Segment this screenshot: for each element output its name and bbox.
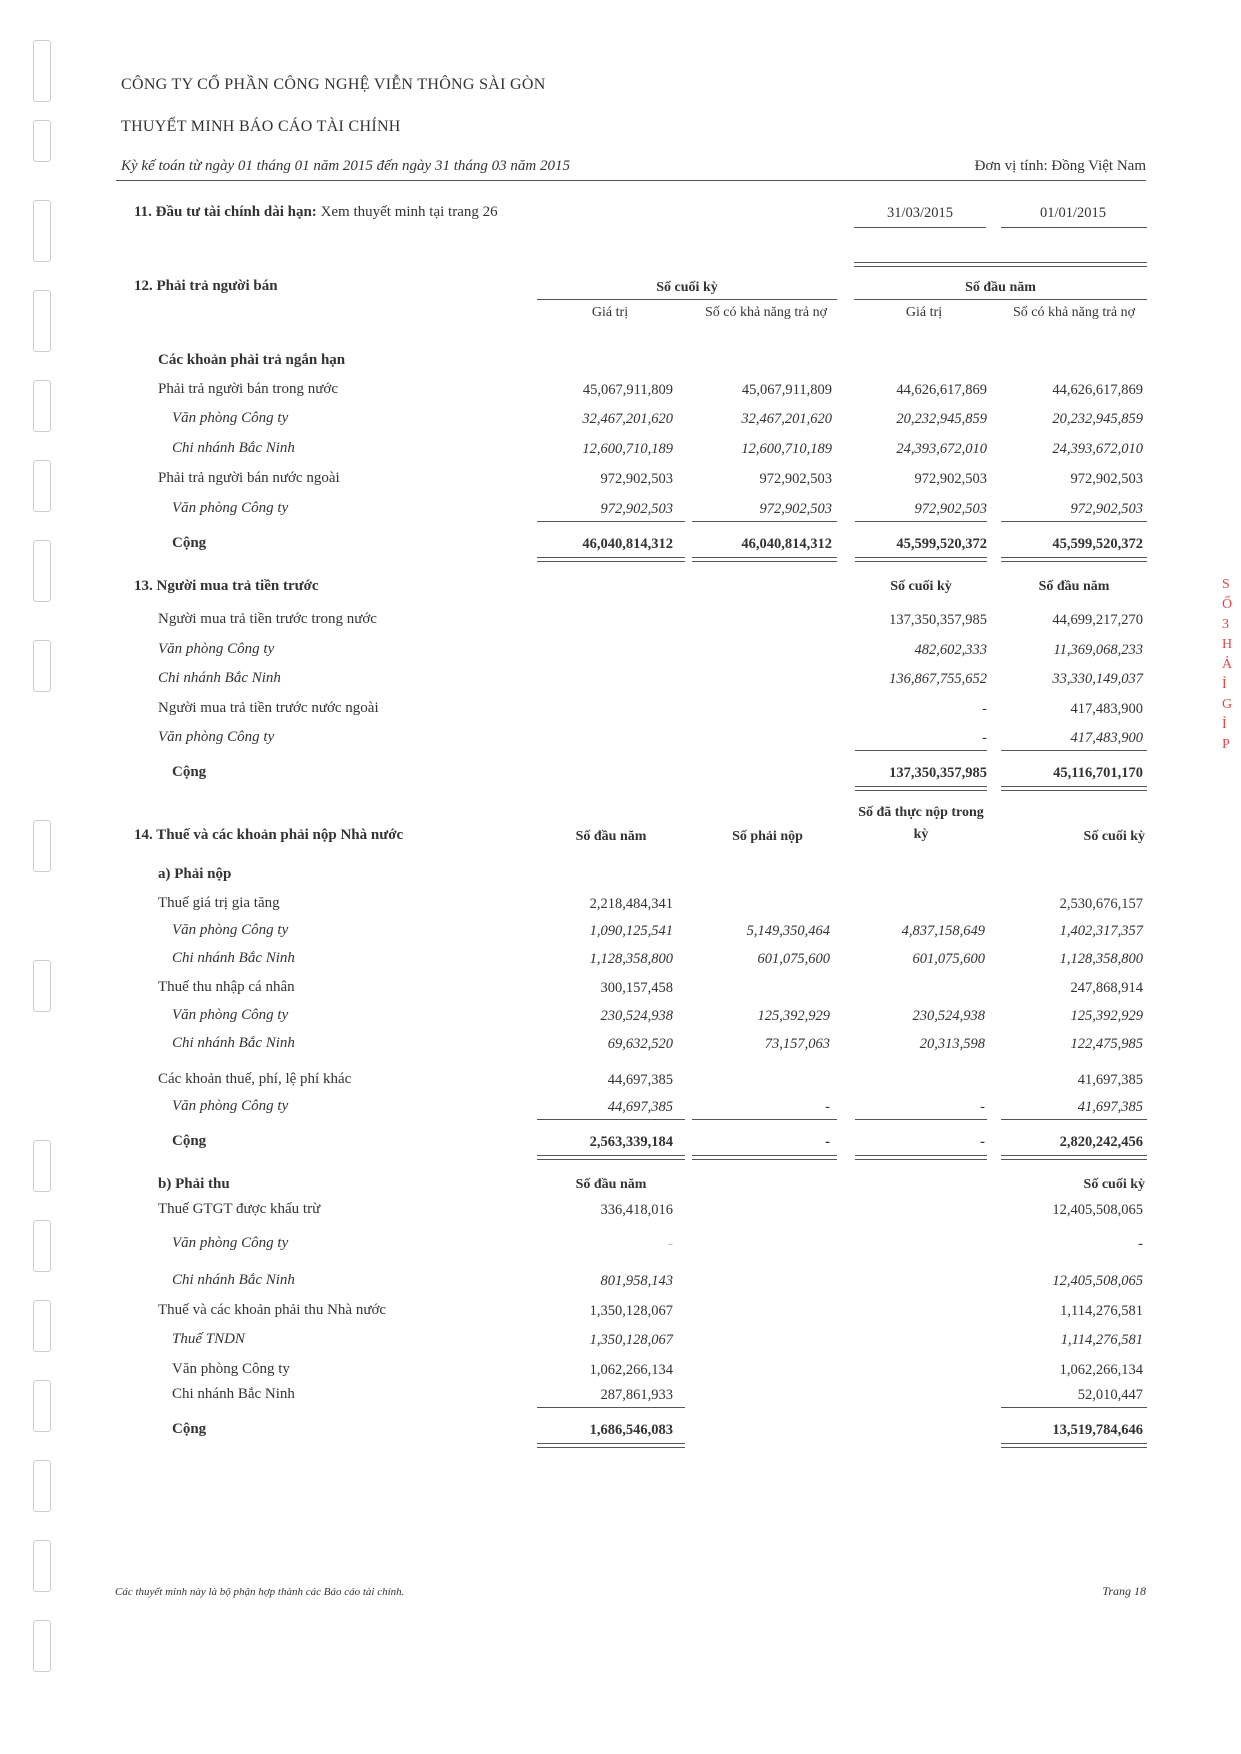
binding-mark <box>33 380 51 432</box>
table-rule <box>855 557 987 558</box>
table-rule <box>1001 786 1147 787</box>
table-cell: 24,393,672,010 <box>1052 441 1143 457</box>
table-row-label: Văn phòng Công ty <box>172 1007 289 1023</box>
table-rule <box>537 1443 685 1444</box>
table-cell: 2,530,676,157 <box>1059 896 1143 912</box>
table-cell: 20,232,945,859 <box>1052 411 1143 427</box>
binding-mark <box>33 1540 51 1592</box>
total-row-label: Cộng <box>172 1133 207 1149</box>
table-cell: 20,313,598 <box>919 1036 985 1052</box>
table-cell: 12,405,508,065 <box>1052 1273 1143 1289</box>
s14-col-payable: Số phải nộp <box>732 829 803 844</box>
binding-mark <box>33 1460 51 1512</box>
table-cell: 69,632,520 <box>607 1036 673 1052</box>
table-rule <box>537 1155 685 1156</box>
table-rule <box>537 1119 685 1120</box>
table-row-label: Các khoản thuế, phí, lệ phí khác <box>158 1071 352 1087</box>
table-rule <box>537 557 685 558</box>
table-rule <box>1001 561 1147 562</box>
table-cell: 32,467,201,620 <box>582 411 673 427</box>
table-row-label: Chi nhánh Bắc Ninh <box>172 1035 295 1051</box>
section-11-title: 11. Đầu tư tài chính dài hạn: Xem thuyết minh tại trang 26 <box>134 204 498 220</box>
table-row-label: Phải trả người bán nước ngoài <box>158 470 340 486</box>
s12-group-end: Số cuối kỳ <box>656 280 718 295</box>
binding-mark <box>33 200 51 262</box>
table-row-label: Chi nhánh Bắc Ninh <box>172 950 295 966</box>
s12-col-value-1: Giá trị <box>591 305 629 320</box>
table-cell: - <box>982 730 987 746</box>
table-cell: 972,902,503 <box>759 501 832 517</box>
s12-subhead: Các khoản phải trả ngắn hạn <box>158 352 346 368</box>
reporting-period: Kỳ kế toán từ ngày 01 tháng 01 năm 2015 đến ngày 31 tháng 03 năm 2015 <box>121 158 570 174</box>
table-cell: - <box>980 1099 985 1115</box>
table-row-label: Văn phòng Công ty <box>172 500 289 516</box>
table-cell: 1,128,358,800 <box>589 951 673 967</box>
table-row-label: Văn phòng Công ty <box>172 1098 289 1114</box>
section-14-title: 14. Thuế và các khoản phải nộp Nhà nước <box>134 827 404 843</box>
table-cell: 73,157,063 <box>764 1036 830 1052</box>
table-row-label: Người mua trả tiền trước trong nước <box>158 611 377 627</box>
s11-col1: 31/03/2015 <box>886 205 954 221</box>
binding-mark <box>33 540 51 602</box>
table-rule <box>1001 1155 1147 1156</box>
table-cell: - <box>668 1236 673 1252</box>
table-row-label: Thuế TNDN <box>172 1331 245 1347</box>
table-rule <box>692 1119 837 1120</box>
total-cell: 137,350,357,985 <box>889 765 987 781</box>
s13-col-begin: Số đầu năm <box>1038 579 1110 594</box>
binding-mark <box>33 1300 51 1352</box>
table-cell: 417,483,900 <box>1070 730 1143 746</box>
table-cell: 1,128,358,800 <box>1059 951 1143 967</box>
table-cell: 972,902,503 <box>600 501 673 517</box>
total-cell: 45,116,701,170 <box>1053 765 1143 781</box>
table-rule <box>537 1159 685 1160</box>
table-cell: 4,837,158,649 <box>901 923 985 939</box>
table-cell: 287,861,933 <box>600 1387 673 1403</box>
table-cell: 1,402,317,357 <box>1059 923 1143 939</box>
s12-col-value-2: Giá trị <box>905 305 943 320</box>
table-cell: 417,483,900 <box>1070 701 1143 717</box>
table-cell: 33,330,149,037 <box>1052 671 1143 687</box>
s14-b-title: b) Phải thu <box>158 1176 230 1192</box>
table-rule <box>855 786 987 787</box>
table-cell: 136,867,755,652 <box>889 671 987 687</box>
table-cell: 482,602,333 <box>914 642 987 658</box>
total-cell: 45,599,520,372 <box>896 536 987 552</box>
red-stamp-fragment: SỐ 3 HẢ Ỉ GỈ P <box>1222 577 1233 752</box>
table-rule <box>1001 1443 1147 1444</box>
table-rule <box>537 1407 685 1408</box>
table-cell: 601,075,600 <box>912 951 985 967</box>
total-cell: 1,686,546,083 <box>589 1422 673 1438</box>
table-rule <box>1001 557 1147 558</box>
table-cell: 125,392,929 <box>757 1008 830 1024</box>
footer-note: Các thuyết minh này là bộ phận hợp thành các Báo cáo tài chính. <box>115 1586 405 1598</box>
table-row-label: Phải trả người bán trong nước <box>158 381 339 397</box>
table-cell: 125,392,929 <box>1070 1008 1143 1024</box>
binding-mark <box>33 640 51 692</box>
s13-col-end: Số cuối kỳ <box>890 579 952 594</box>
table-cell: 972,902,503 <box>914 471 987 487</box>
total-row-label: Cộng <box>172 535 207 551</box>
table-rule <box>692 557 837 558</box>
table-cell: 44,699,217,270 <box>1052 612 1143 628</box>
table-cell: 12,405,508,065 <box>1052 1202 1143 1218</box>
table-rule <box>1001 1119 1147 1120</box>
total-row-label: Cộng <box>172 1421 207 1437</box>
table-cell: 801,958,143 <box>600 1273 673 1289</box>
table-rule <box>692 561 837 562</box>
table-cell: 52,010,447 <box>1077 1387 1143 1403</box>
table-row-label: Văn phòng Công ty <box>158 729 275 745</box>
table-cell: 1,090,125,541 <box>589 923 673 939</box>
table-row-label: Người mua trả tiền trước nước ngoài <box>158 700 379 716</box>
table-cell: - <box>825 1099 830 1115</box>
section-13-title: 13. Người mua trả tiền trước <box>134 578 319 594</box>
total-row-label: Cộng <box>172 764 207 780</box>
table-cell: 972,902,503 <box>759 471 832 487</box>
total-cell: 2,820,242,456 <box>1059 1134 1143 1150</box>
table-cell: 1,350,128,067 <box>589 1332 673 1348</box>
binding-mark <box>33 40 51 102</box>
table-cell: 601,075,600 <box>757 951 830 967</box>
table-cell: 972,902,503 <box>600 471 673 487</box>
table-rule <box>1001 1447 1147 1448</box>
table-cell: 2,218,484,341 <box>589 896 673 912</box>
table-row-label: Thuế thu nhập cá nhân <box>158 979 295 995</box>
table-rule <box>1001 1159 1147 1160</box>
table-rule <box>855 1119 987 1120</box>
table-cell: 122,475,985 <box>1070 1036 1143 1052</box>
table-cell: 20,232,945,859 <box>896 411 987 427</box>
table-cell: 230,524,938 <box>600 1008 673 1024</box>
binding-mark <box>33 820 51 872</box>
document-subtitle: THUYẾT MINH BÁO CÁO TÀI CHÍNH <box>121 118 401 135</box>
table-cell: - <box>1138 1236 1143 1252</box>
binding-mark <box>33 1620 51 1672</box>
table-cell: 5,149,350,464 <box>746 923 830 939</box>
table-row-label: Thuế và các khoản phải thu Nhà nước <box>158 1302 387 1318</box>
table-rule <box>692 1159 837 1160</box>
s14-b-col-begin: Số đầu năm <box>575 1177 647 1192</box>
table-cell: 44,697,385 <box>607 1072 673 1088</box>
table-rule <box>855 1159 987 1160</box>
table-cell: 1,062,266,134 <box>1059 1362 1143 1378</box>
table-rule <box>692 521 837 522</box>
table-row-label: Thuế giá trị gia tăng <box>158 895 280 911</box>
table-cell: 1,350,128,067 <box>589 1303 673 1319</box>
binding-mark <box>33 1220 51 1272</box>
table-cell: 972,902,503 <box>914 501 987 517</box>
s14-a-title: a) Phải nộp <box>158 866 232 882</box>
table-row-label: Văn phòng Công ty <box>172 1235 289 1251</box>
table-rule <box>692 1155 837 1156</box>
section-12-title: 12. Phải trả người bán <box>134 278 278 294</box>
table-rule <box>537 521 685 522</box>
total-cell: 45,599,520,372 <box>1052 536 1143 552</box>
table-rule <box>1001 1407 1147 1408</box>
table-cell: 1,114,276,581 <box>1060 1303 1143 1319</box>
table-row-label: Chi nhánh Bắc Ninh <box>172 1386 295 1402</box>
table-cell: 1,062,266,134 <box>589 1362 673 1378</box>
total-cell: 46,040,814,312 <box>582 536 673 552</box>
table-row-label: Chi nhánh Bắc Ninh <box>172 440 295 456</box>
table-cell: 12,600,710,189 <box>582 441 673 457</box>
table-row-label: Văn phòng Công ty <box>172 922 289 938</box>
total-cell: - <box>980 1134 985 1150</box>
table-cell: 336,418,016 <box>600 1202 673 1218</box>
binding-mark <box>33 1140 51 1192</box>
table-cell: 230,524,938 <box>912 1008 985 1024</box>
page-number: Trang 18 <box>1102 1584 1146 1598</box>
total-cell: 13,519,784,646 <box>1052 1422 1143 1438</box>
table-cell: 45,067,911,809 <box>741 382 832 398</box>
table-cell: 24,393,672,010 <box>896 441 987 457</box>
table-rule <box>1001 750 1147 751</box>
table-cell: 1,114,276,581 <box>1060 1332 1143 1348</box>
table-row-label: Văn phòng Công ty <box>172 1361 290 1377</box>
table-cell: 44,697,385 <box>607 1099 673 1115</box>
table-row-label: Chi nhánh Bắc Ninh <box>172 1272 295 1288</box>
table-cell: 41,697,385 <box>1077 1072 1143 1088</box>
table-cell: 972,902,503 <box>1070 501 1143 517</box>
s12-group-begin: Số đầu năm <box>965 280 1036 295</box>
table-row-label: Văn phòng Công ty <box>158 641 275 657</box>
table-cell: 44,626,617,869 <box>1052 382 1143 398</box>
table-cell: 32,467,201,620 <box>741 411 832 427</box>
binding-mark <box>33 290 51 352</box>
currency-unit: Đơn vị tính: Đồng Việt Nam <box>974 158 1146 174</box>
table-row-label: Văn phòng Công ty <box>172 410 289 426</box>
table-rule <box>1001 521 1147 522</box>
table-rule <box>537 561 685 562</box>
total-cell: - <box>825 1134 830 1150</box>
table-rule <box>855 1155 987 1156</box>
table-cell: 247,868,914 <box>1070 980 1143 996</box>
table-rule <box>855 561 987 562</box>
table-row-label: Chi nhánh Bắc Ninh <box>158 670 281 686</box>
binding-mark <box>33 1380 51 1432</box>
table-rule <box>855 790 987 791</box>
table-rule <box>855 750 987 751</box>
table-row-label: Thuế GTGT được khấu trừ <box>158 1201 321 1217</box>
binding-mark <box>33 460 51 512</box>
table-cell: 44,626,617,869 <box>896 382 987 398</box>
table-cell: 300,157,458 <box>600 980 673 996</box>
s14-col-paid: Số đã thực nộp trong kỳ <box>858 805 984 842</box>
table-rule <box>537 1447 685 1448</box>
table-rule <box>1001 790 1147 791</box>
s12-col-pay-2: Số có khả năng trả nợ <box>1012 305 1136 320</box>
s12-col-pay-1: Số có khả năng trả nợ <box>704 305 828 320</box>
total-cell: 2,563,339,184 <box>589 1134 673 1150</box>
table-cell: - <box>982 701 987 717</box>
header-rule <box>116 180 1146 181</box>
s14-b-col-end: Số cuối kỳ <box>1083 1177 1145 1192</box>
table-cell: 12,600,710,189 <box>741 441 832 457</box>
s11-col2: 01/01/2015 <box>1039 205 1107 221</box>
company-name: CÔNG TY CỔ PHẦN CÔNG NGHỆ VIỄN THÔNG SÀI GÒN <box>121 76 546 93</box>
binding-mark <box>33 960 51 1012</box>
table-cell: 45,067,911,809 <box>582 382 673 398</box>
table-cell: 972,902,503 <box>1070 471 1143 487</box>
table-rule <box>855 521 987 522</box>
binding-mark <box>33 120 51 162</box>
total-cell: 46,040,814,312 <box>741 536 832 552</box>
table-cell: 137,350,357,985 <box>889 612 987 628</box>
s14-col-end: Số cuối kỳ <box>1083 829 1145 844</box>
table-cell: 41,697,385 <box>1077 1099 1143 1115</box>
table-cell: 11,369,068,233 <box>1053 642 1143 658</box>
s14-col-begin: Số đầu năm <box>575 829 647 844</box>
